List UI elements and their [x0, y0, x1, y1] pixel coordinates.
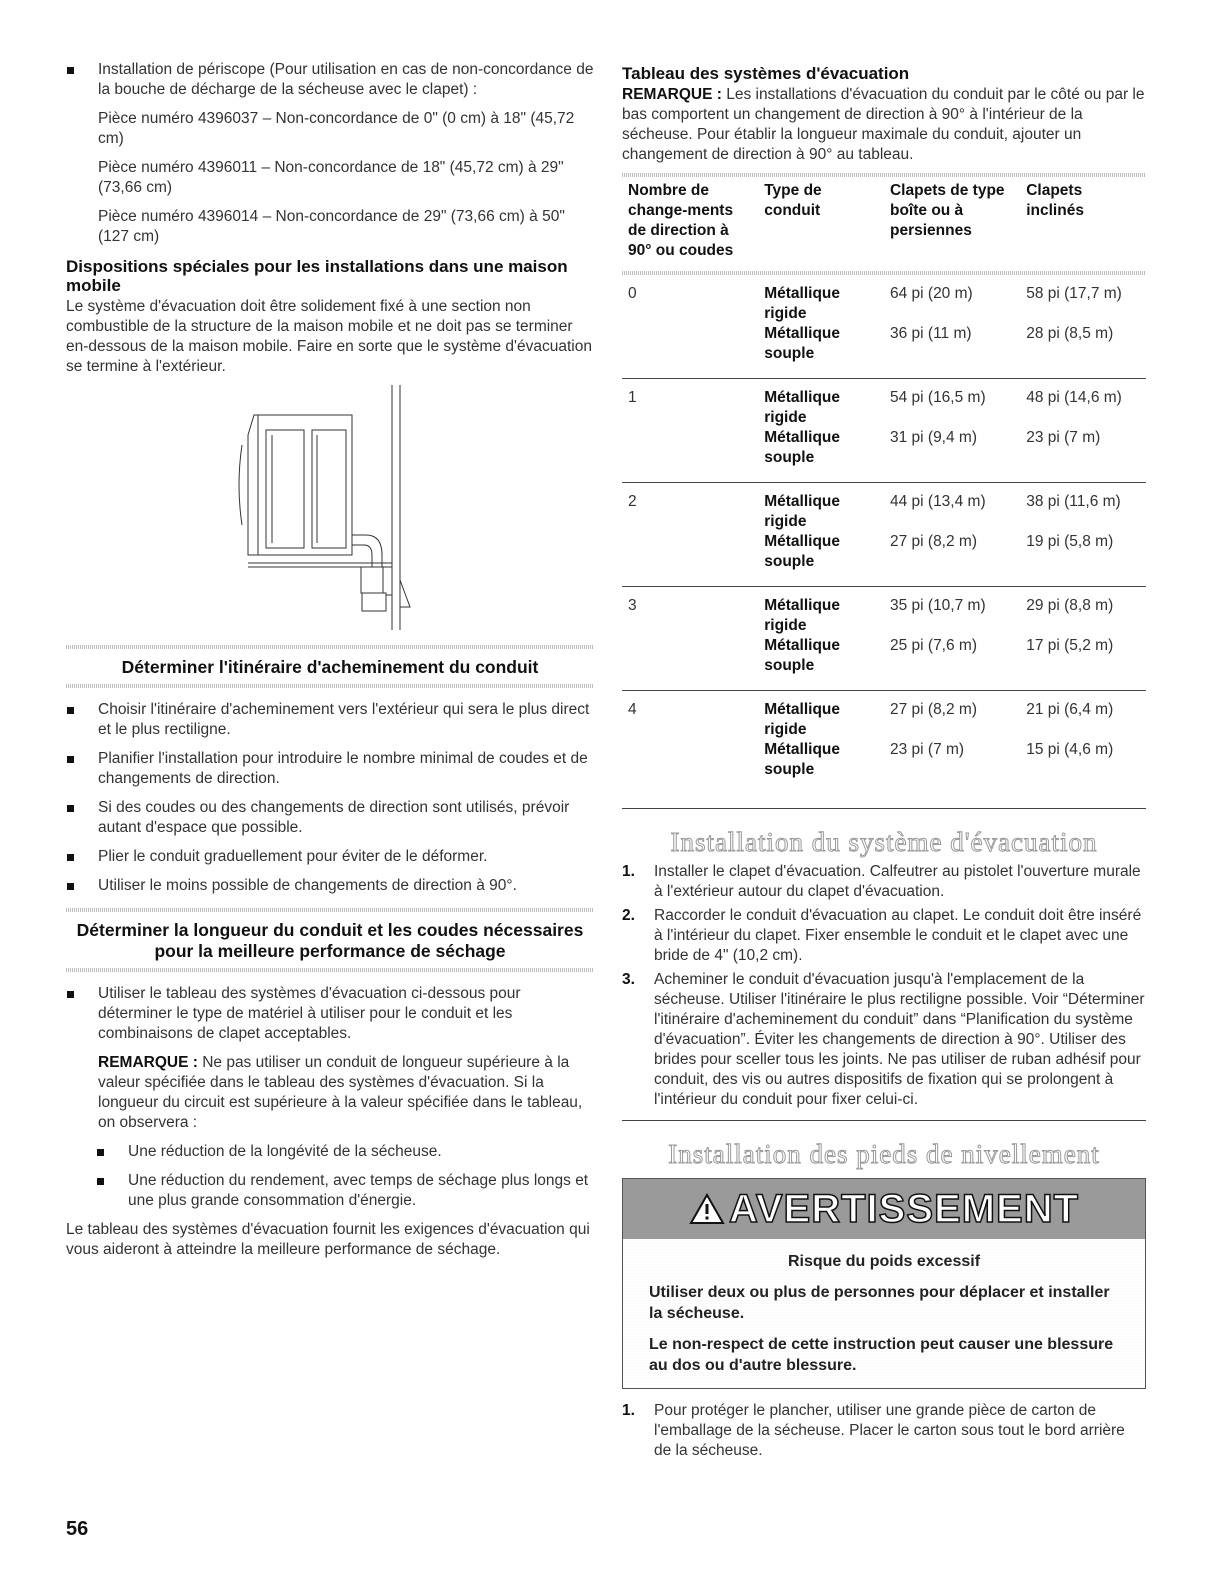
section-divider: [66, 684, 594, 688]
periscope-part-3: Pièce numéro 4396014 – Non-concordance de 29" (73,66 cm) à 50" (127 cm): [98, 208, 565, 245]
route-bullet-5: Utiliser le moins possible de changements de direction à 90°.: [66, 876, 594, 896]
value-flexible: 28 pi (8,5 m): [1026, 325, 1114, 342]
route-bullet-1: Choisir l'itinéraire d'acheminement vers l'extérieur qui sera le plus direct et le plus rectiligne.: [66, 700, 594, 740]
row-box-values: [884, 483, 1020, 587]
header-box-hood: Clapets de type boîte ou à persiennes: [889, 182, 1005, 239]
value-rigid: 21 pi (6,4 m): [1026, 701, 1114, 718]
route-heading: Déterminer l'itinéraire d'acheminement du conduit: [121, 657, 539, 677]
step-text: Pour protéger le plancher, utiliser une grande pièce de carton de l'emballage de la sécheuse. Placer le carton sous tout le bord arrière de la sécheuse.: [654, 1402, 1125, 1459]
step-number: 3.: [622, 971, 635, 988]
row-angled-values: [1020, 587, 1146, 691]
value-flexible: 15 pi (4,6 m): [1026, 741, 1114, 758]
warning-header: [623, 1179, 1145, 1239]
value-flexible: 36 pi (11 m): [889, 325, 972, 342]
warning-hazard: Risque du poids excessif: [787, 1253, 981, 1270]
install-step-3: [622, 970, 1146, 1110]
row-angled-values: [1020, 275, 1146, 379]
mobile-home-exhaust-diagram: [66, 385, 594, 630]
install-step-1: [622, 862, 1146, 902]
duct-type-flexible: Métallique souple: [764, 637, 841, 674]
periscope-part-1: Pièce numéro 4396037 – Non-concordance de 0" (0 cm) à 18" (45,72 cm): [98, 110, 575, 147]
warning-line-1: Utiliser deux ou plus de personnes pour déplacer et installer la sécheuse.: [649, 1284, 1110, 1322]
duct-type-rigid: Métallique rigide: [764, 389, 841, 426]
exhaust-table: [622, 177, 1146, 794]
row-duct-types: [758, 483, 884, 587]
feet-step-1: [622, 1401, 1146, 1461]
row-elbows: 1: [622, 379, 758, 483]
remark-text: Ne pas utiliser un conduit de longueur supérieure à la valeur spécifiée dans le tableau des systèmes d'évacuation. Si la longueur du circuit est supérieure à la valeur spécifiée dans le tableau, on observera :: [98, 1054, 583, 1131]
section-rule: [622, 1120, 1146, 1121]
row-duct-types: [758, 275, 884, 379]
value-rigid: 54 pi (16,5 m): [889, 389, 986, 406]
header-elbows: Nombre de change-ments de direction à 90° ou coudes: [628, 182, 734, 259]
row-duct-types: [758, 379, 884, 483]
table-remark: [622, 85, 1146, 165]
row-elbows: 0: [622, 275, 758, 379]
step-number: 2.: [622, 907, 635, 924]
row-angled-values: [1020, 483, 1146, 587]
value-rigid: 27 pi (8,2 m): [889, 701, 977, 718]
length-heading: Déterminer la longueur du conduit et les coudes nécessaires pour la meilleure performance de séchage: [76, 920, 584, 961]
value-flexible: 23 pi (7 m): [1026, 429, 1101, 446]
length-sub-bullet-1: Une réduction de la longévité de la sécheuse.: [96, 1142, 594, 1162]
left-column: [66, 60, 594, 1260]
row-duct-types: [758, 587, 884, 691]
row-box-values: [884, 587, 1020, 691]
table-header-row: [622, 177, 1146, 271]
mobile-home-heading: Dispositions spéciales pour les installations dans une maison mobile: [66, 257, 568, 295]
right-column: [622, 60, 1146, 1465]
row-elbows: 3: [622, 587, 758, 691]
value-flexible: 25 pi (7,6 m): [889, 637, 977, 654]
remark-label: REMARQUE :: [622, 86, 722, 103]
value-rigid: 48 pi (14,6 m): [1026, 389, 1122, 406]
value-rigid: 44 pi (13,4 m): [889, 493, 986, 510]
header-angled-hood: Clapets inclinés: [1026, 182, 1084, 219]
row-elbows: 4: [628, 701, 637, 718]
route-bullet-2: Planifier l'installation pour introduire le nombre minimal de coudes et de changements de direction.: [66, 749, 594, 789]
remark-label: REMARQUE :: [98, 1054, 198, 1071]
install-step-2: [622, 906, 1146, 966]
duct-type-rigid: Métallique rigide: [764, 597, 841, 634]
leveling-feet-title: Installation des pieds de nivellement: [668, 1139, 1100, 1169]
section-divider: [66, 968, 594, 972]
value-flexible: 23 pi (7 m): [889, 741, 965, 758]
step-number: 1.: [622, 863, 635, 880]
route-bullet-4: Plier le conduit graduellement pour éviter de le déformer.: [66, 847, 594, 867]
table-row: [622, 483, 1146, 587]
value-rigid: 29 pi (8,8 m): [1026, 597, 1114, 614]
section-rule: [622, 808, 1146, 809]
route-bullet-3: Si des coudes ou des changements de direction sont utilisés, prévoir autant d'espace que possible.: [66, 798, 594, 838]
row-box-values: [884, 379, 1020, 483]
table-row: [622, 275, 1146, 379]
warning-line-2: Le non-respect de cette instruction peut causer une blessure au dos ou d'autre blessure.: [649, 1336, 1114, 1374]
step-text: Raccorder le conduit d'évacuation au clapet. Le conduit doit être inséré à l'intérieur du clapet. Fixer ensemble le conduit et le clapet avec une bride de 4" (10,2 cm).: [654, 907, 1142, 964]
value-flexible: 31 pi (9,4 m): [889, 429, 977, 446]
step-text: Acheminer le conduit d'évacuation jusqu'à l'emplacement de la sécheuse. Utiliser l'itinéraire le plus rectiligne possible. Voir “Déterminer l'itinéraire d'acheminement du conduit” dans “Planification du système d'évacuation”. Éviter les changements de direction à 90°. Utiliser des brides pour sceller tous les joints. Ne pas utiliser de ruban adhésif pour conduit, des vis ou autres dispositifs de fixation qui se prolongent à l'intérieur du conduit pour fixer celui-ci.: [654, 971, 1145, 1108]
duct-type-rigid: Métallique rigide: [764, 285, 841, 322]
duct-type-flexible: Métallique souple: [764, 429, 841, 466]
table-title: Tableau des systèmes d'évacuation: [622, 64, 910, 83]
warning-box: [622, 1178, 1146, 1389]
step-number: 1.: [622, 1402, 635, 1419]
table-row: [622, 691, 1146, 795]
row-angled-values: [1020, 379, 1146, 483]
value-flexible: 19 pi (5,8 m): [1026, 533, 1114, 550]
table-row: [622, 587, 1146, 691]
install-steps: [622, 862, 1146, 1110]
step-text: Installer le clapet d'évacuation. Calfeutrer au pistolet l'ouverture murale à l'extérieur autour du clapet d'évacuation.: [654, 863, 1141, 900]
duct-type-rigid: Métallique rigide: [764, 701, 841, 738]
length-bullet: Utiliser le tableau des systèmes d'évacuation ci-dessous pour déterminer le type de matériel à utiliser pour le conduit et les combinaisons de clapet acceptables.: [66, 984, 594, 1044]
value-rigid: 64 pi (20 m): [889, 285, 973, 302]
header-duct-type: Type de conduit: [764, 182, 822, 219]
warning-body: [623, 1239, 1145, 1388]
periscope-part-2: Pièce numéro 4396011 – Non-concordance de 18" (45,72 cm) à 29" (73,66 cm): [98, 159, 564, 196]
row-box-values: [884, 691, 1020, 795]
remark-text: Les installations d'évacuation du conduit par le côté ou par le bas comportent un changement de direction à 90° à l'intérieur de la sécheuse. Pour établir la longueur maximale du conduit, ajouter un changement de direction à 90° au tableau.: [622, 86, 1145, 163]
duct-type-flexible: Métallique souple: [764, 533, 841, 570]
page-number: 56: [66, 1518, 89, 1540]
length-sub-bullet-2: Une réduction du rendement, avec temps de séchage plus longs et une plus grande consommation d'énergie.: [96, 1171, 594, 1211]
value-rigid: 35 pi (10,7 m): [889, 597, 986, 614]
row-box-values: [884, 275, 1020, 379]
value-rigid: 58 pi (17,7 m): [1026, 285, 1122, 302]
duct-type-flexible: Métallique souple: [764, 325, 841, 362]
value-flexible: 17 pi (5,2 m): [1026, 637, 1114, 654]
warning-triangle-icon: [689, 1193, 725, 1225]
row-elbows: 2: [622, 483, 758, 587]
feet-steps: [622, 1401, 1146, 1461]
install-exhaust-title: Installation du système d'évacuation: [670, 827, 1098, 857]
row-duct-types: [758, 691, 884, 795]
periscope-intro: Installation de périscope (Pour utilisation en cas de non-concordance de la bouche de décharge de la sécheuse avec le clapet) :: [66, 60, 594, 100]
mobile-home-text: Le système d'évacuation doit être solidement fixé à une section non combustible de la structure de la maison mobile et ne doit pas se terminer en-dessous de la maison mobile. Faire en sorte que le système d'évacuation se termine à l'extérieur.: [66, 298, 592, 375]
table-row: [622, 379, 1146, 483]
duct-type-rigid: Métallique rigide: [764, 493, 841, 530]
value-flexible: 27 pi (8,2 m): [889, 533, 977, 550]
value-rigid: 38 pi (11,6 m): [1026, 493, 1121, 510]
duct-type-flexible: Métallique souple: [764, 741, 841, 778]
length-remark: [66, 1053, 594, 1133]
warning-title: AVERTISSEMENT: [728, 1186, 1080, 1231]
length-closing: Le tableau des systèmes d'évacuation fournit les exigences d'évacuation qui vous aideront à atteindre la meilleure performance de séchage.: [66, 1221, 590, 1258]
row-angled-values: [1020, 691, 1146, 795]
